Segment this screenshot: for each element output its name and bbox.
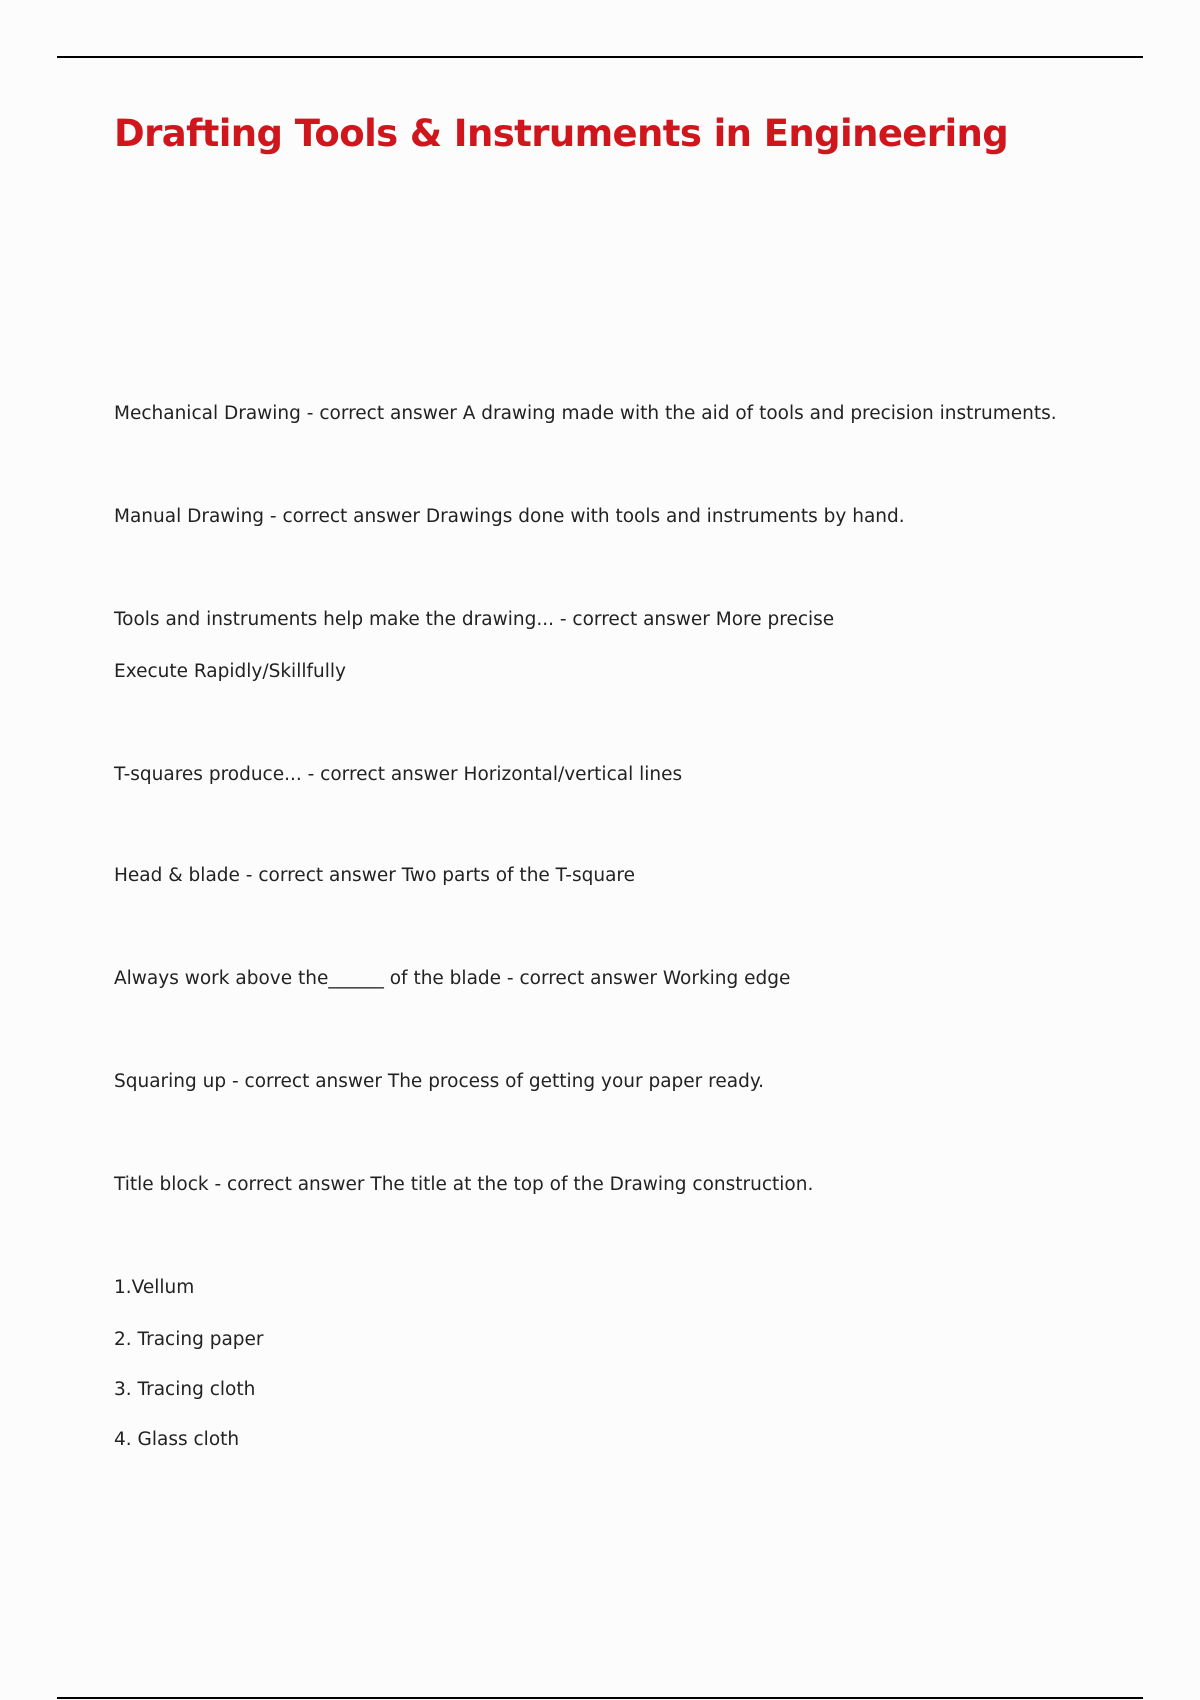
bottom-rule [57, 1697, 1143, 1699]
text-line: Always work above the______ of the blade - correct answer Working edge [114, 968, 791, 989]
list-item: 1.Vellum [114, 1277, 195, 1298]
text-line: Squaring up - correct answer The process of getting your paper ready. [114, 1071, 765, 1092]
text-line: Tools and instruments help make the drawing... - correct answer More precise [114, 609, 835, 630]
text-line: Mechanical Drawing - correct answer A drawing made with the aid of tools and precision instruments. [114, 403, 1057, 424]
text-line: Execute Rapidly/Skillfully [114, 661, 346, 682]
top-rule [57, 56, 1143, 58]
list-item: 4. Glass cloth [114, 1429, 240, 1450]
text-line: Manual Drawing - correct answer Drawings done with tools and instruments by hand. [114, 506, 905, 527]
text-line: T-squares produce... - correct answer Horizontal/vertical lines [114, 764, 683, 785]
text-line: Head & blade - correct answer Two parts of the T-square [114, 865, 635, 886]
text-line: Title block - correct answer The title at the top of the Drawing construction. [114, 1174, 814, 1195]
list-item: 2. Tracing paper [114, 1329, 264, 1350]
document-title: Drafting Tools & Instruments in Engineering [114, 112, 1009, 155]
list-item: 3. Tracing cloth [114, 1379, 256, 1400]
